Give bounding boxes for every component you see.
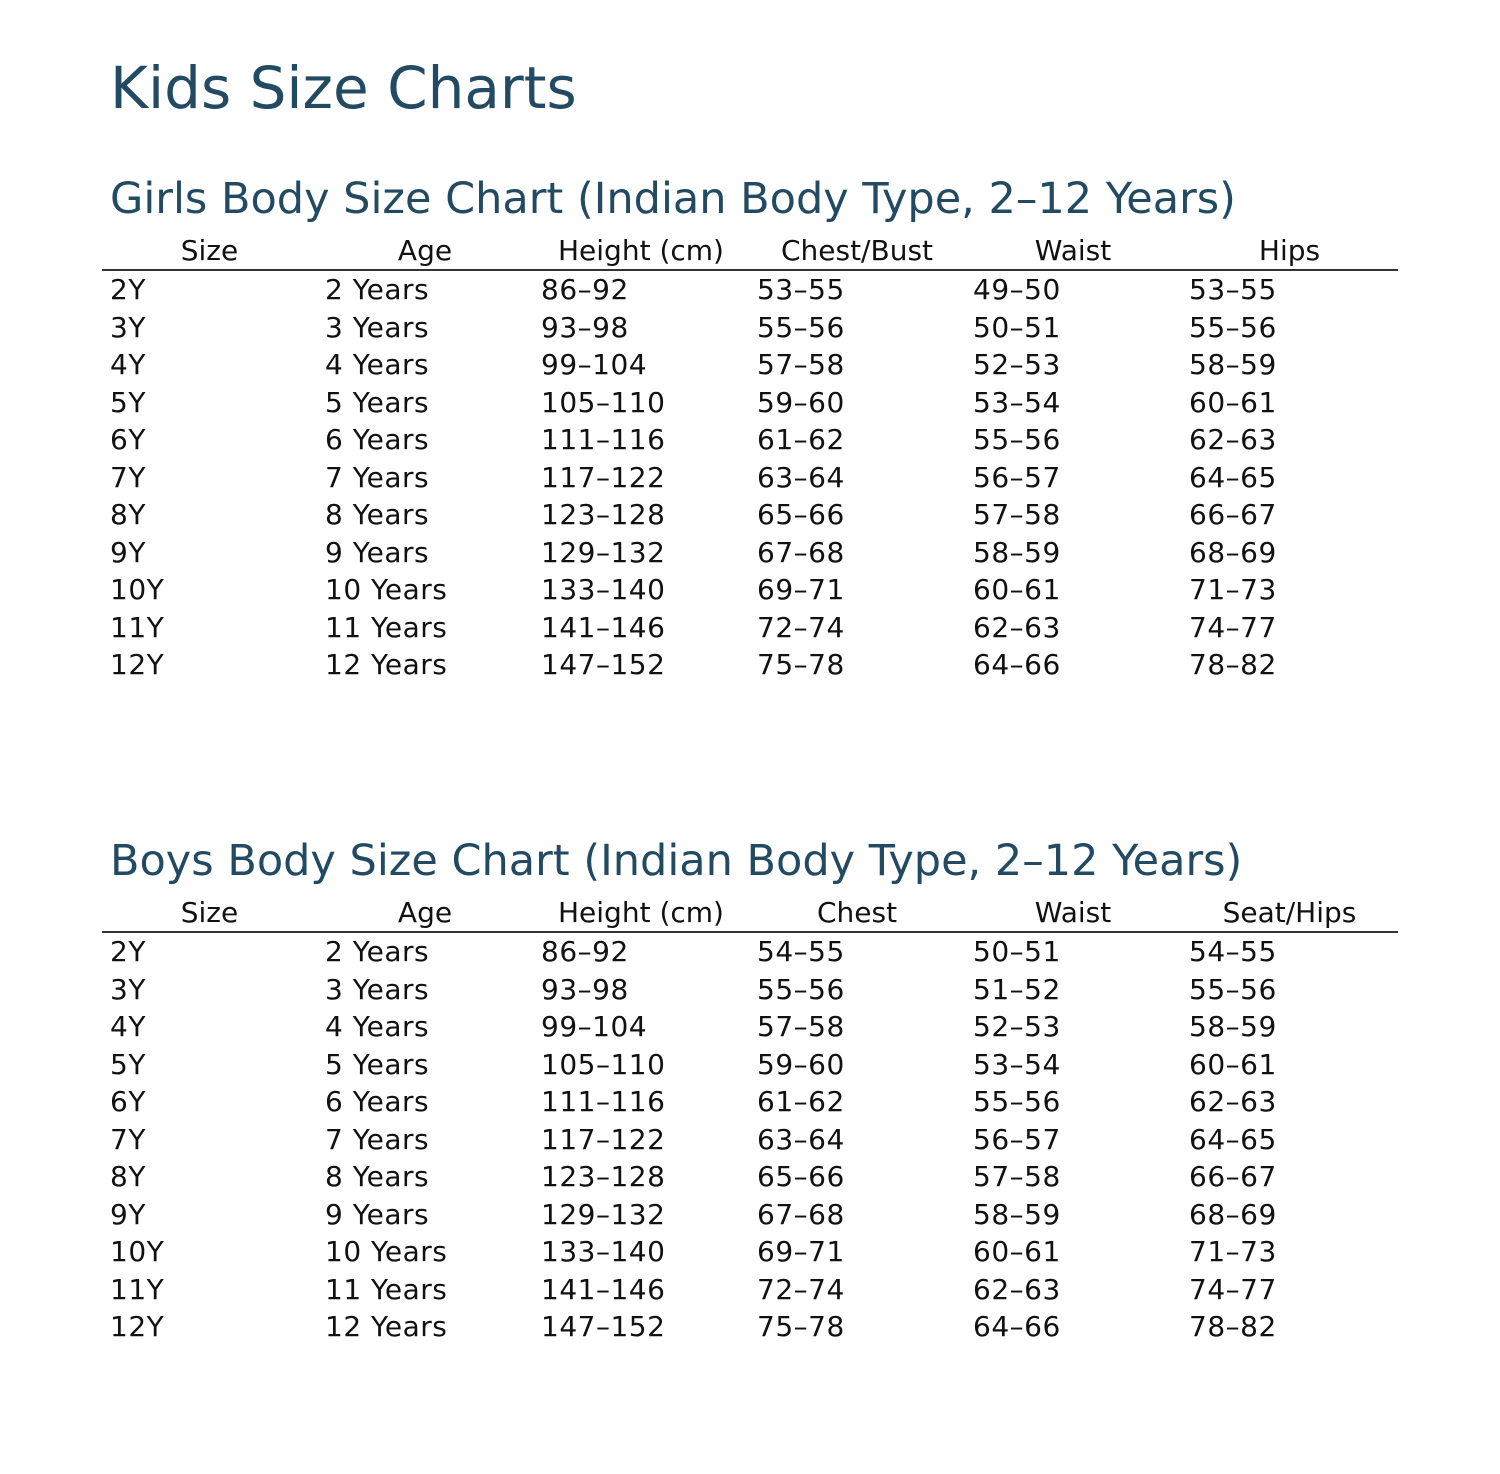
table-row: [102, 971, 1398, 1009]
table-row: [102, 421, 1398, 459]
table-cell: 64–66: [973, 1310, 1061, 1343]
table-cell: 55–56: [1189, 310, 1277, 344]
table-row: [102, 1121, 1398, 1159]
table-cell: 141–146: [541, 610, 666, 644]
table-cell: 8 Years: [325, 498, 430, 531]
table-cell: 63–64: [757, 1122, 845, 1156]
table-cell: 61–62: [757, 423, 845, 456]
table-cell: 72–74: [757, 1272, 845, 1306]
table-cell: 6Y: [110, 1085, 146, 1118]
column-header: Age: [317, 232, 533, 270]
table-cell: 3 Years: [325, 310, 430, 344]
table-cell: 4Y: [110, 348, 146, 381]
table-cell: 133–140: [541, 573, 666, 606]
table-cell: 62–63: [973, 1272, 1061, 1306]
table-cell: 60–61: [973, 1235, 1061, 1268]
table-cell: 117–122: [541, 1122, 666, 1156]
table-cell: 5Y: [110, 385, 146, 419]
table-cell: 65–66: [757, 498, 845, 531]
table-cell: 75–78: [757, 648, 845, 681]
table-cell: 5 Years: [325, 1047, 430, 1081]
table-cell: 55–56: [973, 1085, 1061, 1118]
table-cell: 57–58: [757, 1010, 845, 1043]
table-cell: 99–104: [541, 1010, 648, 1043]
table-cell: 72–74: [757, 610, 845, 644]
table-cell: 60–61: [973, 573, 1061, 606]
table-cell: 53–54: [973, 1047, 1061, 1081]
header-row: [102, 894, 1398, 932]
table-cell: 64–66: [973, 648, 1061, 681]
table-cell: 65–66: [757, 1160, 845, 1193]
column-header: Size: [102, 894, 317, 932]
table-body: [102, 270, 1398, 684]
table-cell: 2 Years: [325, 273, 430, 306]
table-row: [102, 346, 1398, 384]
table-cell: 6Y: [110, 423, 146, 456]
table-cell: 11Y: [110, 1272, 165, 1306]
table-cell: 53–55: [757, 273, 845, 306]
table-cell: 129–132: [541, 1197, 666, 1231]
table-cell: 58–59: [1189, 348, 1277, 381]
table-cell: 61–62: [757, 1085, 845, 1118]
table-row: [102, 1158, 1398, 1196]
table-cell: 4 Years: [325, 1010, 430, 1043]
table-cell: 12Y: [110, 1310, 165, 1343]
table-cell: 57–58: [973, 1160, 1061, 1193]
table-cell: 86–92: [541, 935, 629, 968]
table-cell: 4 Years: [325, 348, 430, 381]
table-cell: 51–52: [973, 972, 1061, 1006]
column-header: Size: [102, 232, 317, 270]
table-cell: 64–65: [1189, 460, 1277, 494]
table-cell: 55–56: [973, 423, 1061, 456]
table-cell: 9Y: [110, 535, 146, 569]
table-cell: 68–69: [1189, 535, 1277, 569]
table-body: [102, 932, 1398, 1346]
table-cell: 7Y: [110, 1122, 146, 1156]
table-row: [102, 1308, 1398, 1346]
table-cell: 56–57: [973, 1122, 1061, 1156]
table-cell: 63–64: [757, 460, 845, 494]
table-cell: 64–65: [1189, 1122, 1277, 1156]
table-cell: 6 Years: [325, 1085, 430, 1118]
table-cell: 62–63: [1189, 1085, 1277, 1118]
table-cell: 7Y: [110, 460, 146, 494]
table-cell: 10Y: [110, 1235, 165, 1268]
table-cell: 2Y: [110, 273, 146, 306]
table-cell: 141–146: [541, 1272, 666, 1306]
table-row: [102, 1196, 1398, 1234]
table-cell: 117–122: [541, 460, 666, 494]
table-cell: 7 Years: [325, 1122, 430, 1156]
table-cell: 3Y: [110, 310, 146, 344]
table-cell: 60–61: [1189, 385, 1277, 419]
table-cell: 60–61: [1189, 1047, 1277, 1081]
table-cell: 55–56: [757, 310, 845, 344]
table-cell: 111–116: [541, 423, 666, 456]
table-cell: 54–55: [757, 935, 845, 968]
table-cell: 69–71: [757, 573, 845, 606]
table-cell: 49–50: [973, 273, 1061, 306]
table-header: [102, 232, 1398, 270]
table-cell: 69–71: [757, 1235, 845, 1268]
table-cell: 78–82: [1189, 648, 1277, 681]
table-cell: 71–73: [1189, 1235, 1277, 1268]
table-header: [102, 894, 1398, 932]
table-cell: 59–60: [757, 385, 845, 419]
column-header: Height (cm): [533, 232, 749, 270]
table-row: [102, 1046, 1398, 1084]
column-header: Chest: [749, 894, 965, 932]
table-cell: 54–55: [1189, 935, 1277, 968]
table-cell: 75–78: [757, 1310, 845, 1343]
table-cell: 78–82: [1189, 1310, 1277, 1343]
table-cell: 58–59: [1189, 1010, 1277, 1043]
table-row: [102, 384, 1398, 422]
table-cell: 3Y: [110, 972, 146, 1006]
table-cell: 133–140: [541, 1235, 666, 1268]
table-row: [102, 459, 1398, 497]
table-cell: 86–92: [541, 273, 629, 306]
table-cell: 11Y: [110, 610, 165, 644]
table-cell: 52–53: [973, 348, 1061, 381]
table-cell: 11 Years: [325, 1272, 448, 1306]
boys-size-table: [102, 894, 1398, 1346]
table-cell: 12Y: [110, 648, 165, 681]
table-cell: 8Y: [110, 498, 146, 531]
table-cell: 12 Years: [325, 648, 448, 681]
table-cell: 67–68: [757, 1197, 845, 1231]
table-cell: 9 Years: [325, 1197, 430, 1231]
table-cell: 8Y: [110, 1160, 146, 1193]
table-cell: 56–57: [973, 460, 1061, 494]
table-cell: 123–128: [541, 1160, 666, 1193]
table-cell: 9 Years: [325, 535, 430, 569]
table-row: [102, 571, 1398, 609]
table-cell: 10Y: [110, 573, 165, 606]
table-cell: 3 Years: [325, 972, 430, 1006]
table-row: [102, 534, 1398, 572]
table-cell: 11 Years: [325, 610, 448, 644]
table-row: [102, 309, 1398, 347]
table-cell: 5Y: [110, 1047, 146, 1081]
table-row: [102, 270, 1398, 309]
table-cell: 2Y: [110, 935, 146, 968]
table-cell: 55–56: [1189, 972, 1277, 1006]
table-cell: 66–67: [1189, 498, 1277, 531]
table-cell: 111–116: [541, 1085, 666, 1118]
column-header: Height (cm): [533, 894, 749, 932]
page-title: Kids Size Charts: [110, 54, 577, 122]
table-cell: 4Y: [110, 1010, 146, 1043]
table-cell: 93–98: [541, 972, 629, 1006]
table-cell: 9Y: [110, 1197, 146, 1231]
table-cell: 62–63: [1189, 423, 1277, 456]
table-cell: 71–73: [1189, 573, 1277, 606]
column-header: Hips: [1181, 232, 1398, 270]
table-cell: 10 Years: [325, 573, 448, 606]
table-cell: 147–152: [541, 1310, 666, 1343]
table-cell: 55–56: [757, 972, 845, 1006]
column-header: Chest/Bust: [749, 232, 965, 270]
column-header: Waist: [965, 232, 1181, 270]
table-cell: 7 Years: [325, 460, 430, 494]
table-cell: 68–69: [1189, 1197, 1277, 1231]
table-cell: 53–55: [1189, 273, 1277, 306]
table-cell: 147–152: [541, 648, 666, 681]
column-header: Seat/Hips: [1181, 894, 1398, 932]
girls-size-table: [102, 232, 1398, 684]
table-cell: 50–51: [973, 310, 1061, 344]
table-cell: 53–54: [973, 385, 1061, 419]
table-cell: 58–59: [973, 1197, 1061, 1231]
table-row: [102, 609, 1398, 647]
table-cell: 74–77: [1189, 610, 1277, 644]
table-cell: 50–51: [973, 935, 1061, 968]
table-cell: 105–110: [541, 385, 666, 419]
boys-chart-title: Boys Body Size Chart (Indian Body Type, 2–12 Years): [110, 836, 1243, 886]
table-cell: 5 Years: [325, 385, 430, 419]
table-row: [102, 1271, 1398, 1309]
table-cell: 99–104: [541, 348, 648, 381]
table-cell: 62–63: [973, 610, 1061, 644]
table-cell: 74–77: [1189, 1272, 1277, 1306]
table-cell: 66–67: [1189, 1160, 1277, 1193]
header-row: [102, 232, 1398, 270]
table-row: [102, 1008, 1398, 1046]
table-cell: 57–58: [757, 348, 845, 381]
table-cell: 93–98: [541, 310, 629, 344]
table-cell: 8 Years: [325, 1160, 430, 1193]
table-row: [102, 932, 1398, 971]
column-header: Waist: [965, 894, 1181, 932]
table-cell: 6 Years: [325, 423, 430, 456]
table-cell: 59–60: [757, 1047, 845, 1081]
table-row: [102, 1083, 1398, 1121]
table-cell: 123–128: [541, 498, 666, 531]
table-row: [102, 496, 1398, 534]
girls-chart-title: Girls Body Size Chart (Indian Body Type, 2–12 Years): [110, 174, 1236, 224]
table-cell: 2 Years: [325, 935, 430, 968]
table-cell: 12 Years: [325, 1310, 448, 1343]
column-header: Age: [317, 894, 533, 932]
table-cell: 57–58: [973, 498, 1061, 531]
table-cell: 10 Years: [325, 1235, 448, 1268]
table-cell: 67–68: [757, 535, 845, 569]
table-row: [102, 1233, 1398, 1271]
table-cell: 129–132: [541, 535, 666, 569]
table-cell: 52–53: [973, 1010, 1061, 1043]
table-cell: 58–59: [973, 535, 1061, 569]
table-cell: 105–110: [541, 1047, 666, 1081]
table-row: [102, 646, 1398, 684]
